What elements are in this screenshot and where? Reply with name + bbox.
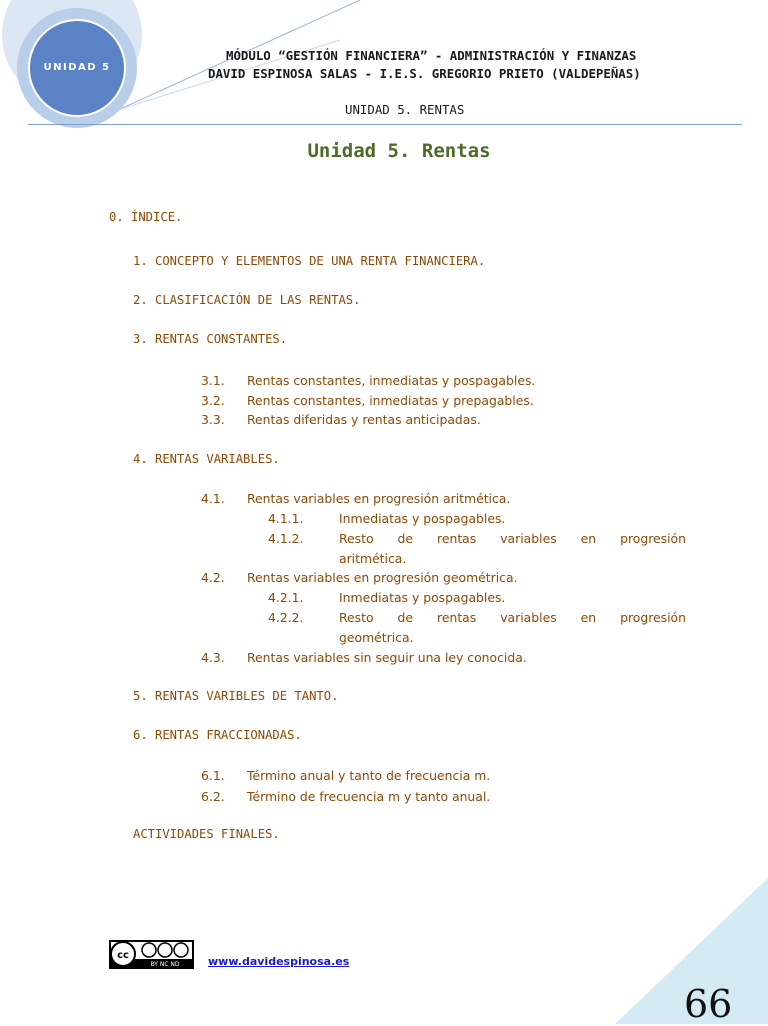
toc-number: 4.1.2. [268, 531, 304, 546]
header-module-line: MÓDULO “GESTIÓN FINANCIERA” - ADMINISTRACIÓN Y FINANZAS [226, 48, 637, 63]
toc-word: en [580, 531, 597, 546]
toc-item-4: 4. RENTAS VARIABLES. [133, 452, 280, 466]
toc-word: progresión [620, 531, 686, 546]
toc-item-5: 5. RENTAS VARIBLES DE TANTO. [133, 689, 339, 703]
toc-item-1: 1. CONCEPTO Y ELEMENTOS DE UNA RENTA FINANCIERA. [133, 254, 486, 268]
toc-label-justified [339, 531, 686, 546]
unit-badge: UNIDAD 5 [43, 62, 111, 73]
toc-word: Resto [339, 610, 374, 625]
toc-number: 6.2. [201, 789, 225, 804]
toc-number: 4.1. [201, 491, 225, 506]
toc-number: 4.2.2. [268, 610, 304, 625]
toc-label: Rentas diferidas y rentas anticipadas. [247, 412, 481, 427]
page-title: Unidad 5. Rentas [307, 140, 491, 162]
toc-label: Rentas variables en progresión aritmética. [247, 491, 511, 506]
toc-number: 3.3. [201, 412, 225, 427]
toc-label: Término de frecuencia m y tanto anual. [247, 789, 491, 804]
toc-number: 3.2. [201, 393, 225, 408]
toc-word: en [580, 610, 597, 625]
toc-final-activities: ACTIVIDADES FINALES. [133, 827, 280, 841]
svg-text:cc: cc [117, 950, 129, 961]
toc-number: 4.3. [201, 650, 225, 665]
toc-label-justified [339, 610, 686, 625]
toc-number: 4.2.1. [268, 590, 304, 605]
toc-number: 4.1.1. [268, 511, 304, 526]
toc-label: Rentas variables en progresión geométrica. [247, 570, 518, 585]
toc-label: Inmediatas y pospagables. [339, 590, 506, 605]
creative-commons-icon [109, 940, 194, 969]
toc-label: Inmediatas y pospagables. [339, 511, 506, 526]
toc-item-4-2-2-continuation: geométrica. [339, 630, 414, 645]
toc-item-6: 6. RENTAS FRACCIONADAS. [133, 728, 302, 742]
header-author-line: DAVID ESPINOSA SALAS - I.E.S. GREGORIO PRIETO (VALDEPEÑAS) [208, 66, 641, 81]
toc-word: rentas [437, 531, 477, 546]
toc-item-3: 3. RENTAS CONSTANTES. [133, 332, 288, 346]
toc-heading: 0. ÍNDICE. [109, 210, 183, 224]
page-number: 66 [684, 982, 733, 1026]
toc-word: rentas [437, 610, 477, 625]
toc-word: variables [500, 531, 557, 546]
toc-word: de [397, 610, 414, 625]
toc-label: Rentas constantes, inmediatas y prepagables. [247, 393, 534, 408]
toc-word: progresión [620, 610, 686, 625]
toc-word: de [397, 531, 414, 546]
header-unit-line: UNIDAD 5. RENTAS [345, 102, 465, 117]
toc-label: Rentas constantes, inmediatas y pospagables. [247, 373, 536, 388]
toc-item-4-1-2-continuation: aritmética. [339, 551, 407, 566]
website-link[interactable]: www.davidespinosa.es [208, 955, 350, 968]
toc-number: 6.1. [201, 768, 225, 783]
toc-word: Resto [339, 531, 374, 546]
toc-number: 3.1. [201, 373, 225, 388]
toc-item-2: 2. CLASIFICACIÓN DE LAS RENTAS. [133, 293, 361, 307]
toc-word: variables [500, 610, 557, 625]
toc-label: Término anual y tanto de frecuencia m. [247, 768, 491, 783]
toc-number: 4.2. [201, 570, 225, 585]
header-divider [28, 124, 742, 125]
license-text: BY NC ND [150, 961, 180, 968]
toc-label: Rentas variables sin seguir una ley conocida. [247, 650, 527, 665]
